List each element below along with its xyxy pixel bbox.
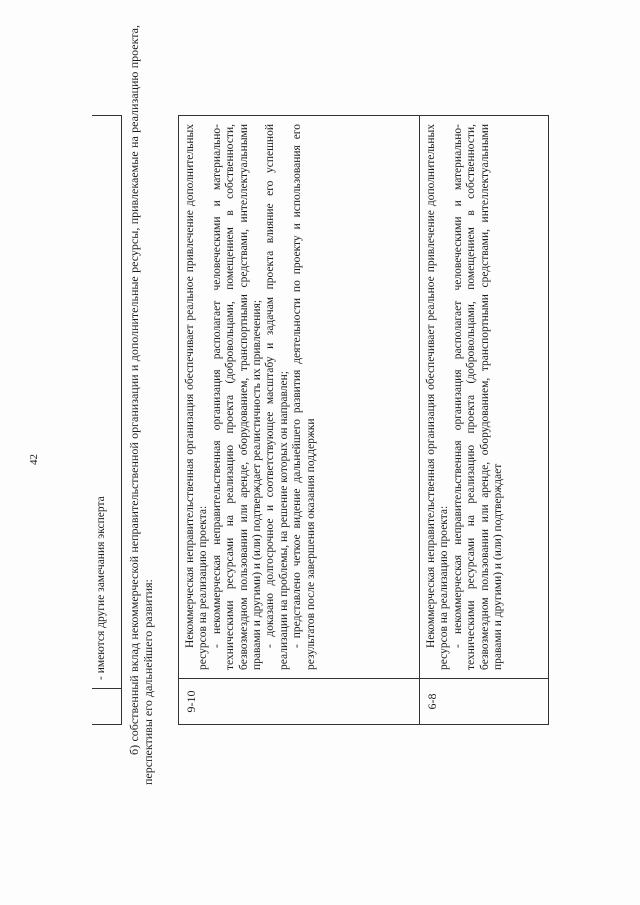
previous-table-tail	[92, 115, 122, 725]
criteria-paragraph: Некоммерческая неправительственная организация обеспечивает реальное привлечение дополнительных ресурсов на реализацию проекта:	[425, 124, 451, 670]
criteria-paragraph: - некоммерческая неправительственная организация располагает человеческими и материально-техническими ресурсами на реализацию проекта (добровольцами, помещением в собственности, безвозмездном пользовании или аренде, оборудованием, транспортными средствами, интеллектуальными правами и другими) и (или) подтверждает	[451, 124, 505, 670]
description-cell	[179, 116, 420, 679]
table-row	[179, 116, 420, 725]
criteria-table	[178, 115, 549, 725]
score-cell: 9-10	[179, 679, 420, 725]
page-number: 42	[28, 454, 40, 465]
score-cell: 6-8	[420, 679, 549, 725]
description-cell	[420, 116, 549, 679]
section-intro-text: б) собственный вклад некоммерческой неправительственной организации и дополнительные ресурсы, привлекаемые на реализацию проекта, перспективы его дальнейшего развития:	[127, 25, 155, 785]
criteria-paragraph: - некоммерческая неправительственная организация располагает человеческими и материально-техническими ресурсами на реализацию проекта (добровольцами, помещением в собственности, безвозмездном пользовании или аренде, оборудованием, транспортными средствами, интеллектуальными правами и другими) и (или) подтверждает реалистичность их привлечения;	[210, 124, 264, 670]
previous-table-score-cell	[92, 688, 121, 724]
expert-remark: - имеются другие замечания эксперта	[95, 496, 107, 680]
criteria-paragraph: - доказано долгосрочное и соответствующее масштабу и задачам проекта влияние его успешной реализации на проблемы, на решение которых он направлен;	[264, 124, 290, 670]
criteria-paragraph: Некоммерческая неправительственная организация обеспечивает реальное привлечение дополнительных ресурсов на реализацию проекта:	[184, 124, 210, 670]
criteria-paragraph: - представлено четкое видение дальнейшего развития деятельности по проекту и использования его результатов после завершения оказания поддержки	[291, 124, 317, 670]
section-intro	[127, 25, 155, 785]
table-row	[420, 116, 549, 725]
